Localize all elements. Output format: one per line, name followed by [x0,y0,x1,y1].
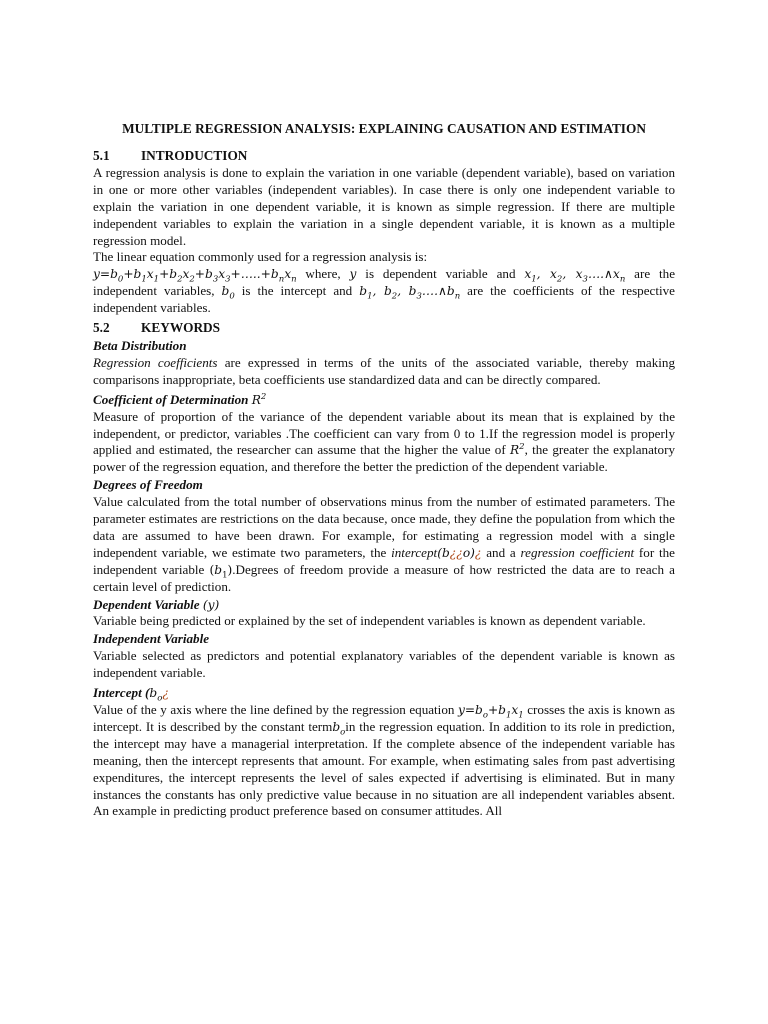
section-heading-introduction [93,148,675,165]
eq-mid: is dependent variable and [356,266,525,282]
eq-b-list: $b_1$, $b_2$, $b_3\dots.\wedge b_n$ [359,284,461,302]
keyword-heading-dependent [93,597,675,614]
keyword-heading-beta: Beta Distribution [93,337,187,353]
keyword-heading-cod [93,392,675,409]
dof-intercept-word: intercept [391,544,438,560]
eq-y: y [349,267,357,282]
intercept-bo: $b_o$ [332,719,346,738]
keyword-heading-intercept [93,685,675,702]
intercept-symbol: $b_o¿$ [149,686,169,704]
dep-heading: Dependent Variable [93,596,200,612]
intercept-equation: $y=b_o+b_1x_1$ [457,703,524,721]
eq-line2-b: is the intercept and [234,283,360,299]
dof-intercept-symbol: (b¿¿o)¿ [437,545,482,560]
dof-text-d: .Degrees of freedom provide a measure of how restricted the data are to reach a certain level of prediction. [93,561,675,594]
keyword-text-intercept [93,702,675,820]
keyword-text-dof [93,494,675,595]
keyword-text-beta [93,355,675,389]
intercept-text-a: Value of the y axis where the line defined by the regression equation [93,702,458,717]
beta-text: are expressed in terms of the units of the associated variable, thereby making comparisons inappropriate, beta coefficients use standardized data and can be directly compared. [93,354,675,387]
keyword-heading-independent: Independent Variable [93,631,210,647]
regression-equation: $y=b_0+b_1x_1+b_2x_2+b_3x_3+\dots..+b_nx_n$ [93,267,297,285]
cod-text-b: , the greater the explanatory power of the regression equation, and therefore the better the prediction of the dependent variable. [93,442,675,475]
dof-regcoef-word: regression coefficient [520,544,635,560]
cod-text-a: Measure of proportion of the variance of the dependent variable about its mean that is explained by the independent, or predictor, variables .The coefficient can vary from 0 to 1.If the regression model is properly applied and estimated, the researcher can assume that the higher the value of [93,408,675,458]
section-label: INTRODUCTION [141,148,248,163]
dof-text-b: and a [481,544,521,560]
eq-are: are [625,266,651,282]
eq-line2-c: are the coefficients of the respective independent variables. [93,283,675,316]
section-heading-keywords [93,320,675,337]
beta-lead: Regression coefficients [93,354,218,370]
dof-b1-symbol: $(b_1)$ [209,562,233,581]
keyword-text-cod [93,409,675,477]
cod-heading: Coefficient of Determination [93,391,249,407]
intercept-heading: Intercept ( [93,685,150,701]
eq-b0: $b_0$ [221,284,235,302]
eq-where: where, [296,266,350,282]
intercept-text-c: in the regression equation. In addition to its role in prediction, the intercept may have a managerial interpretation. If the complete absence of the independent variable has meaning, then the intercept represents that amount. For example, when estimating sales from past advertising expenditures, the intercept represents the level of sales expected if advertising is eliminated. But in many instances the constants has only predictive value because in no situation are all independent variables absent. An example in predicting product preference based on consumer attitudes. All [93,718,675,819]
eq-x-list: $x_1$, $x_2$, $x_3\dots.\wedge x_n$ [524,267,626,285]
dep-symbol: (y) [202,597,220,612]
keyword-heading-dof: Degrees of Freedom [93,477,203,493]
linear-equation-paragraph [93,266,675,317]
eq-line2-a: the independent variables, [93,266,676,299]
dof-text-a: Value calculated from the total number of observations minus from the number of estimated parameters. The parameter estimates are restrictions on the data because, once made, they define the population from which the data are assumed to have been drawn. For example, for estimating a regression model with a single independent variable, we estimate two parameters, the [93,494,675,560]
cod-symbol: $R^2$ [251,391,267,407]
intro-paragraph: A regression analysis is done to explain the variation in one variable (dependent variable), based on variation in one or more other variables (independent variables). In case there is only one independent variable to explain the variation in one dependent variable, it is known as simple regression. If there are multiple independent variables to explain the variation in a single dependent variable, it is known as a multiple regression model. [93,164,675,248]
linear-eq-intro: The linear equation commonly used for a regression analysis is: [93,249,428,265]
dof-text-c: for the independent variable [93,544,675,577]
section-label: KEYWORDS [141,320,221,336]
section-number: 5.1 [93,148,110,163]
intercept-text-b: crosses the axis is known as intercept. It is described by the constant term [93,702,675,734]
cod-symbol-inline: $R^2$ [509,442,525,458]
keyword-text-independent: Variable selected as predictors and potential explanatory variables of the dependent variable is known as independent variable. [93,648,675,681]
keyword-text-dependent: Variable being predicted or explained by the set of independent variables is known as dependent variable. [93,613,646,629]
page-title: MULTIPLE REGRESSION ANALYSIS: EXPLAINING CAUSATION AND ESTIMATION [122,121,646,136]
section-number: 5.2 [93,320,110,336]
